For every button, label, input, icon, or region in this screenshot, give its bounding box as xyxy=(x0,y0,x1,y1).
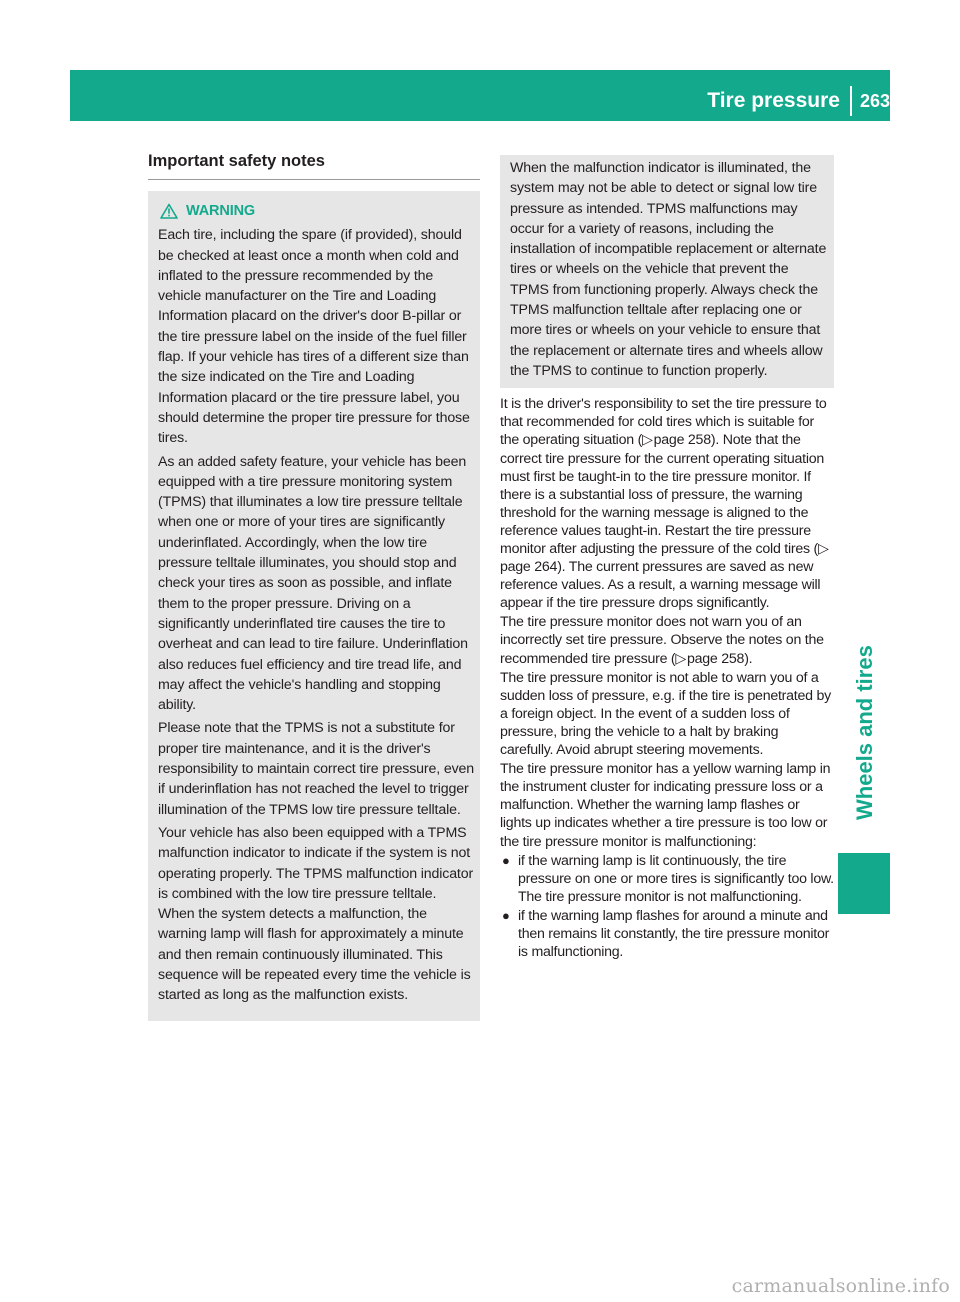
page-header xyxy=(707,84,890,118)
malfunction-note-box: When the malfunction indicator is illuminated, the system may not be able to detect or signal low tire pressure as intended. TPMS malfunctions may occur for a variety of reasons, including the installation of incompatible replacement or alternate tires or wheels on the vehicle that prevent the TPMS from functioning properly. Always check the TPMS malfunction telltale after replacing one or more tires or wheels on your vehicle to ensure that the replacement or alternate tires and wheels allow the TPMS to continue to function properly. xyxy=(500,155,834,388)
paragraph-text: ). Note that the correct tire pressure for the current operating situation must first be taught-in to the tire pressure monitor. If there is a substantial loss of pressure, the warning threshold for the warning message is aligned to the reference values taught-in. Restart the tire pressure monitor after adjusting the pressure of the cold tires ( xyxy=(500,432,825,558)
section-title: Important safety notes xyxy=(148,140,480,180)
warning-triangle-icon xyxy=(160,203,178,219)
side-tab-marker xyxy=(838,853,890,914)
page-title: Tire pressure xyxy=(707,86,852,116)
page-reference-link[interactable]: page 264 xyxy=(500,559,558,576)
page-reference-link[interactable]: page 258 xyxy=(687,650,745,667)
bullet-icon: ● xyxy=(502,907,510,923)
side-tab-label: Wheels and tires xyxy=(852,645,877,820)
left-column xyxy=(148,140,480,1021)
page-ref-arrow-icon: ▷ xyxy=(675,650,687,667)
paragraph-text: ). xyxy=(744,650,753,667)
paragraph-text: It is the driver's responsibility to set the tire pressure to that recommended for cold tires which is suitable for the operating situation xyxy=(500,396,827,449)
list-item-text: if the warning lamp flashes for around a minute and then remains lit constantly, the tire pressure monitor is malfunctioning. xyxy=(518,907,830,961)
paragraph-text: The tire pressure monitor does not warn you of an incorrectly set tire pressure. Observe the notes on the recommended tire pressure xyxy=(500,614,824,667)
list-item xyxy=(500,852,834,906)
paragraph-sudden-loss: The tire pressure monitor is not able to warn you of a sudden loss of pressure, e.g. if the tire is penetrated by a foreign object. In the event of a sudden loss of pressure, bring the vehicle to a halt by braking carefully. Avoid abrupt steering movements. xyxy=(500,669,831,759)
page-ref-arrow-icon: ▷ xyxy=(818,541,829,558)
page-ref-arrow-icon: ▷ xyxy=(642,432,653,449)
paragraph-incorrect-pressure: The tire pressure monitor does not warn you of an incorrectly set tire pressure. Observe the notes on the recommended tire pressure (▷ page 258). xyxy=(500,614,824,667)
paragraph-driver-responsibility: It is the driver's responsibility to set the tire pressure to that recommended for cold tires which is suitable for the operating situation (▷ page 258). Note that the correct tire pressure for the current operating situation must first be taught-in to the tire pressure monitor. If there is a substantial loss of pressure, the warning threshold for the warning message is aligned to the reference values taught-in. Restart the tire pressure monitor after adjusting the pressure of the cold tires (▷ page 264). The current pressures are saved as new reference values. As a result, a warning message will appear if the tire pressure drops significantly. xyxy=(500,396,829,612)
page-reference-link[interactable]: page 258 xyxy=(653,432,711,449)
bullet-icon: ● xyxy=(502,852,510,868)
right-column xyxy=(500,155,834,962)
list-item xyxy=(500,907,834,961)
warning-label: WARNING xyxy=(186,203,256,219)
watermark: carmanualsonline.info xyxy=(731,1275,950,1297)
warning-paragraph: Each tire, including the spare (if provided), should be checked at least once a month when cold and inflated to the pressure recommended by the vehicle manufacturer on the Tire and Loading Information placard on the driver's door B-pillar or the tire pressure label on the inside of the fuel filler flap. If your vehicle has tires of a different size than the size indicated on the Tire and Loading Information placard or the tire pressure label, you should determine the proper tire pressure for those tires. xyxy=(158,227,470,447)
warning-box xyxy=(148,191,480,1021)
paragraph-warning-lamp: The tire pressure monitor has a yellow warning lamp in the instrument cluster for indicating pressure loss or a malfunction. Whether the warning lamp flashes or lights up indicates whether a tire pressure is too low or the tire pressure monitor is malfunctioning: xyxy=(500,761,831,850)
warning-paragraph: As an added safety feature, your vehicle has been equipped with a tire pressure monitoring system (TPMS) that illuminates a low tire pressure telltale when one or more of your tires are significantly underinflated. Accordingly, when the low tire pressure telltale illuminates, you should stop and check your tires as soon as possible, and inflate them to the proper pressure. Driving on a significantly underinflated tire causes the tire to overheat and can lead to tire failure. Underinflation also reduces fuel efficiency and tire tread life, and may affect the vehicle's handling and stopping ability. xyxy=(158,453,468,714)
warning-paragraph: Your vehicle has also been equipped with a TPMS malfunction indicator to indicate if the system is not operating properly. The TPMS malfunction indicator is combined with the low tire pressure telltale. When the system detects a malfunction, the warning lamp will flash for approximately a minute and then remain continuously illuminated. This sequence will be repeated every time the vehicle is started as long as the malfunction exists. xyxy=(158,824,474,1004)
warning-header xyxy=(158,201,474,221)
warning-lamp-list xyxy=(500,852,834,962)
list-item-text: if the warning lamp is lit continuously, the tire pressure on one or more tires is significantly too low. The tire pressure monitor is not malfunctioning. xyxy=(518,852,834,905)
page-number: 263 xyxy=(859,91,890,111)
paragraph-text: ). The current pressures are saved as new reference values. As a result, a warning message will appear if the tire pressure drops significantly. xyxy=(500,559,821,612)
warning-paragraph: Please note that the TPMS is not a substitute for proper tire maintenance, and it is the driver's responsibility to maintain correct tire pressure, even if underinflation has not reached the level to trigger illumination of the TPMS low tire pressure telltale. xyxy=(158,720,474,818)
